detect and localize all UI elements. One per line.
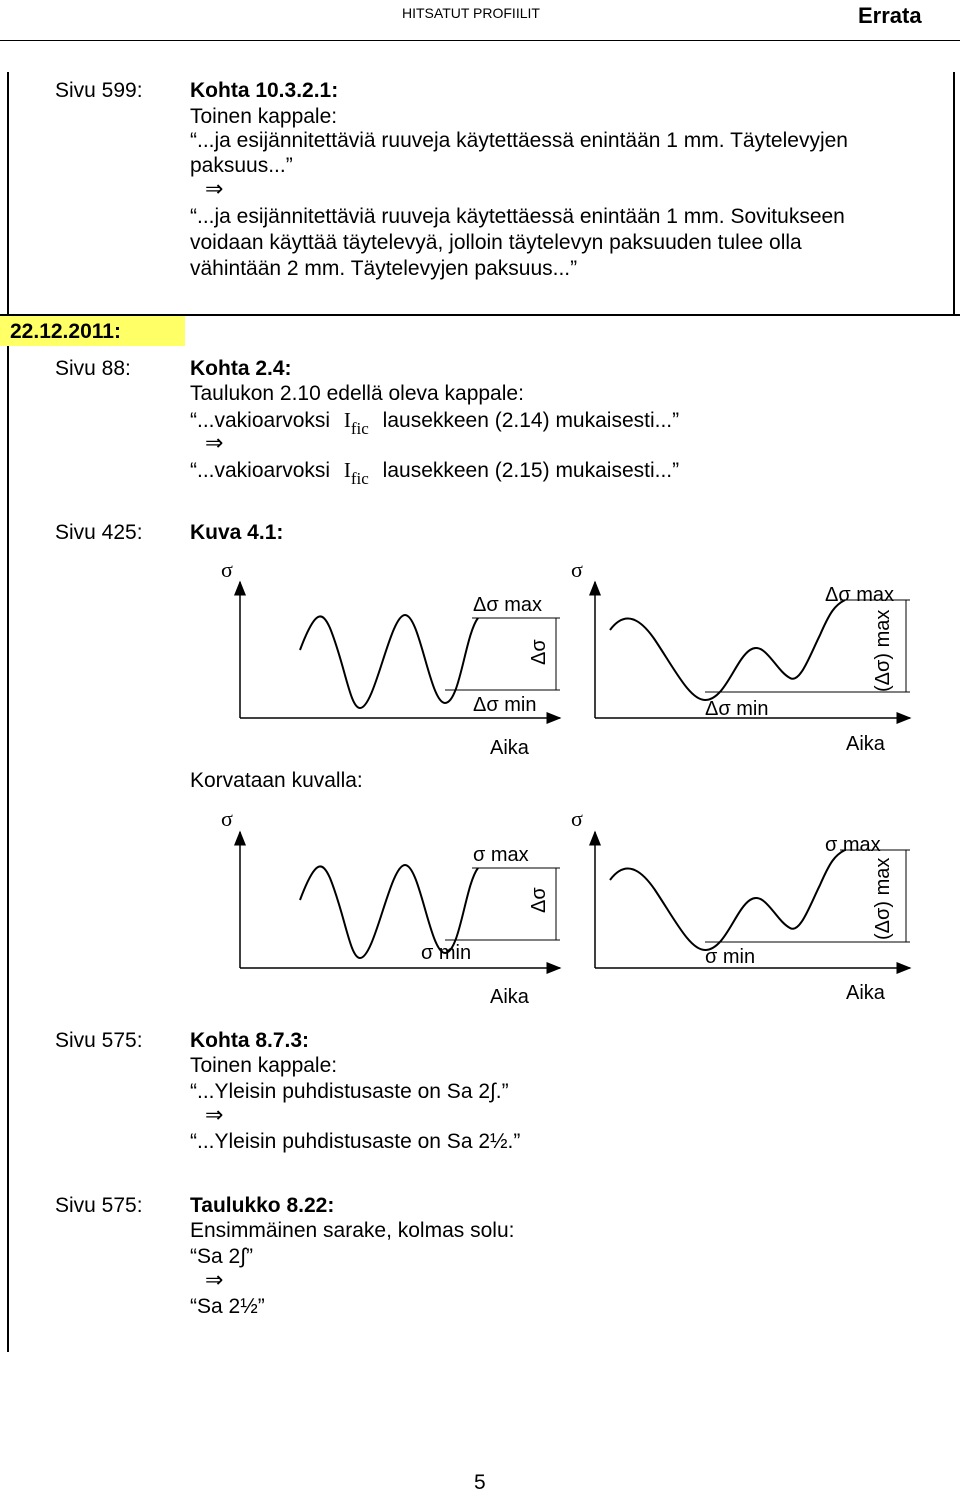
entry2-new-pre: “...vakioarvoksi bbox=[190, 459, 331, 482]
old-left-range-label: Δσ bbox=[528, 639, 550, 665]
entry4-page: Sivu 575: bbox=[55, 1029, 143, 1052]
header-title: HITSATUT PROFIILIT bbox=[402, 5, 540, 21]
entry4-new: “...Yleisin puhdistusaste on Sa 2½.” bbox=[190, 1130, 521, 1153]
entry3-page: Sivu 425: bbox=[55, 521, 143, 544]
new-left-max-label: σ max bbox=[473, 844, 529, 866]
entry2-old-post: lausekkeen (2.14) mukaisesti...” bbox=[382, 409, 680, 432]
entry3-replace-label: Korvataan kuvalla: bbox=[190, 769, 363, 792]
entry2-old-symbol: I bbox=[343, 408, 351, 432]
old-left-time-label: Aika bbox=[490, 737, 529, 759]
new-diagram-left bbox=[210, 810, 590, 1020]
header-rule bbox=[0, 40, 960, 41]
new-right-min-label: σ min bbox=[705, 946, 756, 968]
new-right-time-label: Aika bbox=[846, 982, 885, 1004]
new-left-sigma: σ bbox=[221, 806, 233, 831]
old-left-sigma: σ bbox=[221, 557, 233, 582]
old-left-max-label: Δσ max bbox=[473, 594, 543, 616]
old-right-range-label: (Δσ) max bbox=[872, 609, 894, 692]
entry5-new: “Sa 2½” bbox=[190, 1295, 265, 1318]
old-right-max-label: Δσ max bbox=[825, 584, 895, 606]
entry5-paragraph: Ensimmäinen sarake, kolmas solu: bbox=[190, 1219, 515, 1242]
entry2-arrow-icon: ⇒ bbox=[205, 431, 224, 456]
old-right-time-label: Aika bbox=[846, 733, 885, 755]
stress-curve bbox=[610, 600, 845, 700]
new-right-range-label: (Δσ) max bbox=[872, 857, 894, 940]
entry1-section: Kohta 10.3.2.1: bbox=[190, 79, 339, 102]
entry2-paragraph: Taulukon 2.10 edellä oleva kappale: bbox=[190, 382, 524, 405]
entry5-old: “Sa 2∫” bbox=[190, 1245, 253, 1268]
entry2-old bbox=[190, 407, 680, 438]
entry5-page: Sivu 575: bbox=[55, 1194, 143, 1217]
entry2-new-post: lausekkeen (2.15) mukaisesti...” bbox=[382, 459, 680, 482]
page-number: 5 bbox=[474, 1471, 486, 1494]
entry4-arrow-icon: ⇒ bbox=[205, 1103, 224, 1128]
entry2-new-symbol: I bbox=[343, 458, 351, 482]
right-rule-top bbox=[953, 72, 955, 315]
header-errata: Errata bbox=[858, 3, 922, 28]
new-right-sigma: σ bbox=[571, 806, 583, 831]
old-diagram-left bbox=[210, 560, 590, 775]
entry2-new-symbol-sub: fic bbox=[350, 469, 369, 488]
entry3-section: Kuva 4.1: bbox=[190, 521, 284, 544]
new-left-min-label: σ min bbox=[421, 942, 472, 964]
entry2-old-pre: “...vakioarvoksi bbox=[190, 409, 331, 432]
entry1-arrow-icon: ⇒ bbox=[205, 177, 224, 202]
stress-curve bbox=[300, 615, 478, 708]
entry2-page: Sivu 88: bbox=[55, 357, 131, 380]
old-left-min-label: Δσ min bbox=[473, 694, 537, 716]
date-label: 22.12.2011: bbox=[10, 320, 121, 343]
entry4-paragraph: Toinen kappale: bbox=[190, 1054, 338, 1077]
old-right-min-label: Δσ min bbox=[705, 698, 769, 720]
entry2-old-symbol-sub: fic bbox=[350, 419, 369, 438]
entry1-new-line2: voidaan käyttää täytelevyä, jolloin täytelevyn paksuuden tulee olla bbox=[190, 231, 802, 254]
entry1-new-line1: “...ja esijännitettäviä ruuveja käytettäessä enintään 1 mm. Sovitukseen bbox=[190, 205, 845, 228]
left-rule-bottom bbox=[7, 340, 9, 1352]
entry1-old-line1: “...ja esijännitettäviä ruuveja käytettäessä enintään 1 mm. Täytelevyjen bbox=[190, 129, 848, 152]
entry5-section: Taulukko 8.22: bbox=[190, 1194, 335, 1217]
entry2-new bbox=[190, 457, 680, 488]
entry4-section: Kohta 8.7.3: bbox=[190, 1029, 310, 1052]
new-right-max-label: σ max bbox=[825, 834, 881, 856]
entry1-page: Sivu 599: bbox=[55, 79, 143, 102]
entry1-old-line2: paksuus...” bbox=[190, 154, 293, 177]
new-left-time-label: Aika bbox=[490, 986, 529, 1008]
old-right-sigma: σ bbox=[571, 557, 583, 582]
left-rule-top bbox=[7, 72, 9, 315]
entry2-section: Kohta 2.4: bbox=[190, 357, 292, 380]
stress-curve bbox=[610, 850, 845, 950]
entry1-new-line3: vähintään 2 mm. Täytelevyjen paksuus...” bbox=[190, 257, 578, 280]
entry5-arrow-icon: ⇒ bbox=[205, 1268, 224, 1293]
new-left-range-label: Δσ bbox=[528, 887, 550, 913]
entry4-old: “...Yleisin puhdistusaste on Sa 2∫.” bbox=[190, 1080, 509, 1103]
entry1-paragraph: Toinen kappale: bbox=[190, 105, 338, 128]
